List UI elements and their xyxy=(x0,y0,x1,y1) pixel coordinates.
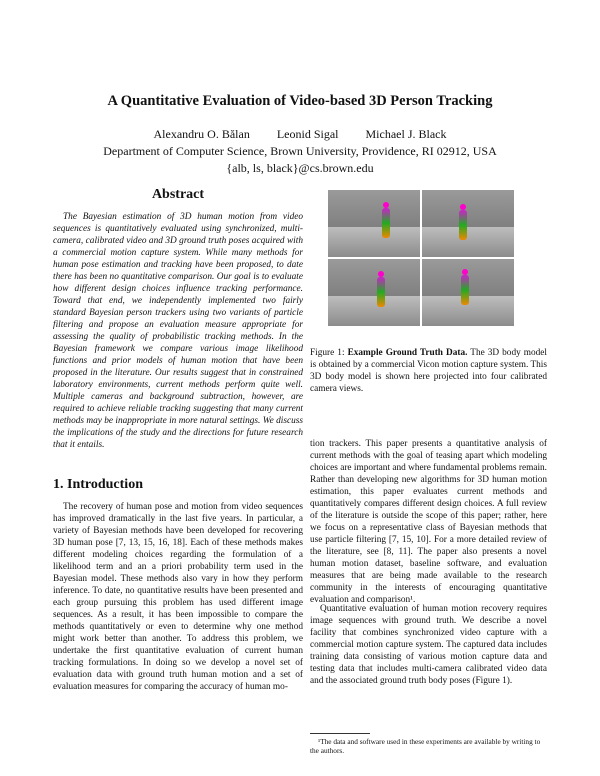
author-2: Leonid Sigal xyxy=(276,127,339,141)
figure-caption-title: Example Ground Truth Data. xyxy=(347,348,468,358)
footnote-rule xyxy=(310,733,370,734)
author-3: Michael J. Black xyxy=(365,127,447,141)
footnote: ¹The data and software used in these experiments are available by writing to the authors. xyxy=(310,737,541,755)
camera-view-4 xyxy=(422,259,514,326)
author-email: {alb, ls, black}@cs.brown.edu xyxy=(226,161,374,175)
author-list xyxy=(0,127,600,142)
column2-paragraph-1: tion trackers. This paper presents a quantitative analysis of current methods with the goal of teasing apart which modeling choices are important and where fundamental problems remain. Rather than developing new algorithms for 3D human motion estimation, this paper evaluates current methods and quantitatively compares different design choices. A full review of the literature is outside the scope of this paper; rather, here we focus on a representative class of Bayesian methods that use particle filtering [7, 15, 10]. For a more detailed review of the literature, see [8, 11]. The paper also presents a novel human motion dataset, baseline software, and evaluation measures that are being made available to the research community in the interests of encouraging quantitative evaluation and comparison¹. xyxy=(310,439,547,605)
affiliation: Department of Computer Science, Brown University, Providence, RI 02912, USA xyxy=(103,144,497,158)
author-1: Alexandru O. Bălan xyxy=(153,127,250,141)
camera-view-3 xyxy=(328,259,420,326)
introduction-text: The recovery of human pose and motion from video sequences has improved dramatically in the last five years. In particular, a variety of Bayesian methods have been developed for recovering 3D human pose [7, 13, 15, 16, 18]. Each of these methods makes different modeling choices regarding the formulation of a likelihood term and an a priori probability term used in the Bayesian model. These methods also vary in how they perform inference. To date, no quantitative results have been presented and each group pursuing this problem has used different image sequences. As a result, it has been impossible to compare the methods quantitatively or even to determine why one method might work better than another. To address this problem, we undertake the first quantitative evaluation of current human tracking formulations. In doing so we develop a novel set of evaluation data with ground truth human motion and a set of evaluation measures for comparing the accuracy of human mo- xyxy=(53,502,303,692)
abstract-heading: Abstract xyxy=(151,187,205,202)
abstract-text: The Bayesian estimation of 3D human motion from video sequences is quantitatively evaluated using synchronized, multi-camera, calibrated video and 3D ground truth poses acquired with a commercial motion capture system. While many methods for human pose estimation and tracking have been proposed, to date there has been no quantitative comparison. Our goal is to evaluate how different design choices influence tracking performance. Toward that end, we independently implemented two fairly standard Bayesian person trackers using two variants of particle filtering and propose an evaluation measure appropriate for assessing the quality of probabilistic tracking methods. In the Bayesian framework we compare various image likelihood functions and prior models of human motion that have been proposed in the literature. Our results suggest that in constrained laboratory environments, current methods perform quite well. Multiple cameras and background subtraction, however, are required to achieve reliable tracking suggesting that many current methods may be inappropriate in more natural settings. We discuss the implications of the study and the directions for future research that it entails. xyxy=(53,212,303,450)
camera-view-2 xyxy=(422,190,514,257)
introduction-heading: 1. Introduction xyxy=(53,477,143,492)
camera-view-1 xyxy=(328,190,420,257)
figure-caption xyxy=(310,347,547,395)
ground-truth-figure xyxy=(328,190,514,326)
figure-caption-body: The 3D body model is obtained by a commercial Vicon motion capture system. This 3D body model is shown here projected into four calibrated camera views. xyxy=(310,348,547,394)
figure-label: Figure 1: xyxy=(310,348,345,358)
paper-title: A Quantitative Evaluation of Video-based 3D Person Tracking xyxy=(107,93,493,109)
column2-paragraph-2: Quantitative evaluation of human motion recovery requires image sequences with ground truth. We describe a novel facility that combines synchronized video capture with a commercial motion capture system. The captured data includes training data consisting of various motion capture data and testing data that includes multi-camera calibrated video data and the associated ground truth body poses (Figure 1). xyxy=(310,604,547,686)
